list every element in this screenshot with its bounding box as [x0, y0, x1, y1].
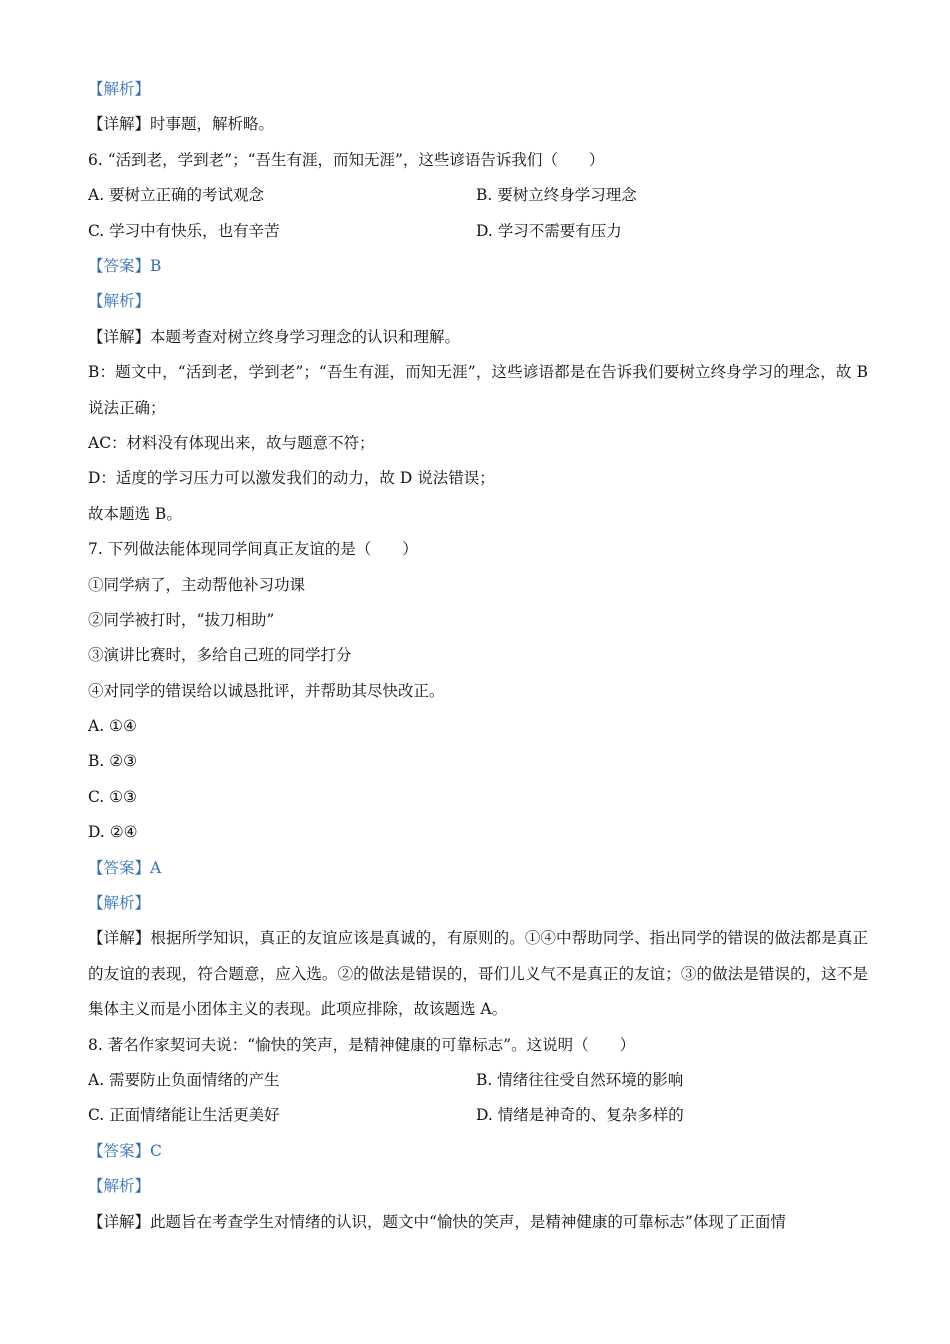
statement-item: ①同学病了，主动帮他补习功课 [88, 575, 306, 594]
option-d: D. ②④ [88, 823, 138, 842]
answer-label: 【答案】A [88, 858, 162, 877]
detail-text: 【详解】时事题，解析略。 [88, 115, 275, 134]
option-b: B. 要树立终身学习理念 [476, 186, 637, 205]
question-8-options-row1 [88, 1063, 868, 1098]
question-6-stem: 6. “活到老，学到老”；“吾生有涯，而知无涯”，这些谚语告诉我们（ ） [88, 150, 605, 169]
detail-text: 【详解】此题旨在考查学生对情绪的认识，题文中“愉快的笑声，是精神健康的可靠标志”体现了正面情 [88, 1212, 786, 1231]
question-6-options-row1 [88, 178, 868, 213]
question-7-stem: 7. 下列做法能体现同学间真正友谊的是（ ） [88, 540, 418, 559]
analysis-label: 【解析】 [88, 80, 151, 98]
option-a: A. 需要防止负面情绪的产生 [88, 1071, 280, 1090]
detail-text: 【详解】本题考查对树立终身学习理念的认识和理解。 [88, 327, 461, 346]
conclusion-line: 故本题选 B。 [88, 504, 182, 523]
explanation-line: AC：材料没有体现出来，故与题意不符； [88, 433, 375, 452]
option-b: B. 情绪往往受自然环境的影响 [476, 1071, 684, 1090]
option-d: D. 情绪是神奇的、复杂多样的 [476, 1106, 684, 1125]
answer-label: 【答案】C [88, 1141, 162, 1160]
option-a: A. ①④ [88, 717, 137, 736]
analysis-label: 【解析】 [88, 894, 151, 913]
statement-item: ④对同学的错误给以诚恳批评，并帮助其尽快改正。 [88, 681, 445, 700]
statement-item: ②同学被打时，“拔刀相助” [88, 610, 275, 629]
analysis-label: 【解析】 [88, 292, 151, 311]
answer-label: 【答案】B [88, 256, 162, 275]
option-b: B. ②③ [88, 752, 138, 771]
document-page [88, 72, 868, 1240]
statement-item: ③演讲比赛时，多给自己班的同学打分 [88, 646, 352, 665]
question-8-stem: 8. 著名作家契诃夫说：“愉快的笑声，是精神健康的可靠标志”。这说明（ ） [88, 1035, 636, 1054]
option-a: A. 要树立正确的考试观念 [88, 186, 265, 205]
option-d: D. 学习不需要有压力 [476, 221, 622, 240]
question-8-options-row2 [88, 1098, 868, 1133]
explanation-paragraph: 【详解】根据所学知识，真正的友谊应该是真诚的，有原则的。①④中帮助同学、指出同学的错误的做法都是真正的友谊的表现，符合题意，应入选。②的做法是错误的，哥们儿义气不是真正的友谊；③的做法是错误的，这不是集体主义而是小团体主义的表现。此项应排除，故该题选 A。 [88, 929, 868, 1019]
analysis-label: 【解析】 [88, 1177, 151, 1196]
question-6-options-row2 [88, 214, 868, 249]
option-c: C. ①③ [88, 787, 137, 806]
explanation-paragraph: B：题文中，“活到老，学到老”；“吾生有涯，而知无涯”，这些谚语都是在告诉我们要树立终身学习的理念，故 B 说法正确； [88, 363, 868, 417]
option-c: C. 学习中有快乐，也有辛苦 [88, 221, 280, 240]
option-c: C. 正面情绪能让生活更美好 [88, 1106, 280, 1125]
explanation-line: D：适度的学习压力可以激发我们的动力，故 D 说法错误； [88, 469, 495, 488]
